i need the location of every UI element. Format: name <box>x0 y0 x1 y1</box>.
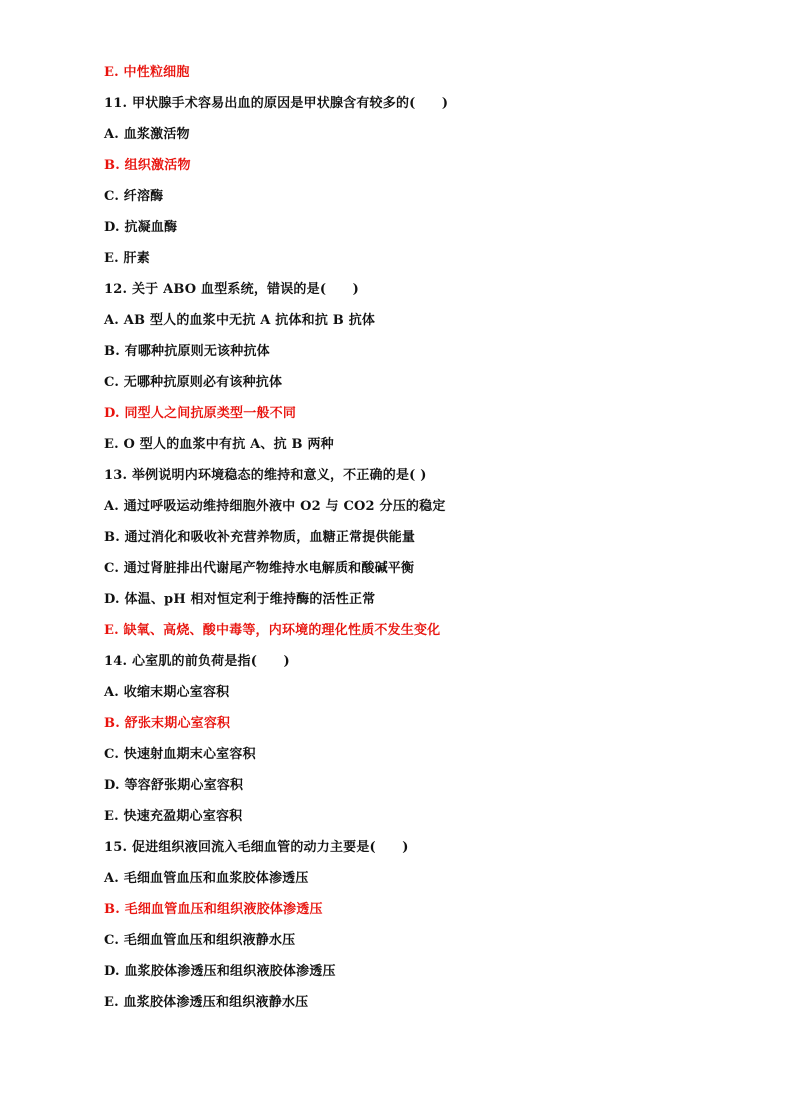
option-line: D. 等容舒张期心室容积 <box>104 778 244 793</box>
answer-option: B. 毛细血管血压和组织液胶体渗透压 <box>104 902 323 917</box>
answer-option: E. 中性粒细胞 <box>104 65 190 80</box>
option-line: D. 抗凝血酶 <box>104 220 178 235</box>
option-line: E. 快速充盈期心室容积 <box>104 809 243 824</box>
option-line: C. 纤溶酶 <box>104 189 164 204</box>
option-line: E. 肝素 <box>104 251 150 266</box>
option-line: E. 血浆胶体渗透压和组织液静水压 <box>104 995 309 1010</box>
option-line: A. 毛细血管血压和血浆胶体渗透压 <box>104 871 309 886</box>
answer-option: D. 同型人之间抗原类型一般不同 <box>104 406 297 421</box>
answer-option: B. 组织激活物 <box>104 158 191 173</box>
question-stem: 13. 举例说明内环境稳态的维持和意义，不正确的是( ) <box>104 468 427 483</box>
option-line: D. 血浆胶体渗透压和组织液胶体渗透压 <box>104 964 336 979</box>
option-line: C. 通过肾脏排出代谢尾产物维持水电解质和酸碱平衡 <box>104 561 415 576</box>
option-line: E. O 型人的血浆中有抗 A、抗 B 两种 <box>104 437 334 452</box>
answer-option: B. 舒张末期心室容积 <box>104 716 231 731</box>
answer-option: E. 缺氧、高烧、酸中毒等，内环境的理化性质不发生变化 <box>104 623 441 638</box>
question-stem: 15. 促进组织液回流入毛细血管的动力主要是( ) <box>104 840 409 855</box>
option-line: A. AB 型人的血浆中无抗 A 抗体和抗 B 抗体 <box>104 313 376 328</box>
document-body <box>104 62 764 1023</box>
option-line: A. 收缩末期心室容积 <box>104 685 230 700</box>
option-line: A. 血浆激活物 <box>104 127 190 142</box>
question-stem: 14. 心室肌的前负荷是指( ) <box>104 654 290 669</box>
option-line: C. 快速射血期末心室容积 <box>104 747 256 762</box>
option-line: B. 有哪种抗原则无该种抗体 <box>104 344 270 359</box>
option-line: B. 通过消化和吸收补充营养物质，血糖正常提供能量 <box>104 530 416 545</box>
question-stem: 12. 关于 ABO 血型系统，错误的是( ) <box>104 282 359 297</box>
option-line: C. 无哪种抗原则必有该种抗体 <box>104 375 283 390</box>
option-line: D. 体温、pH 相对恒定利于维持酶的活性正常 <box>104 592 376 607</box>
option-line: A. 通过呼吸运动维持细胞外液中 O2 与 CO2 分压的稳定 <box>104 499 446 514</box>
question-stem: 11. 甲状腺手术容易出血的原因是甲状腺含有较多的( ) <box>104 96 449 111</box>
option-line: C. 毛细血管血压和组织液静水压 <box>104 933 296 948</box>
